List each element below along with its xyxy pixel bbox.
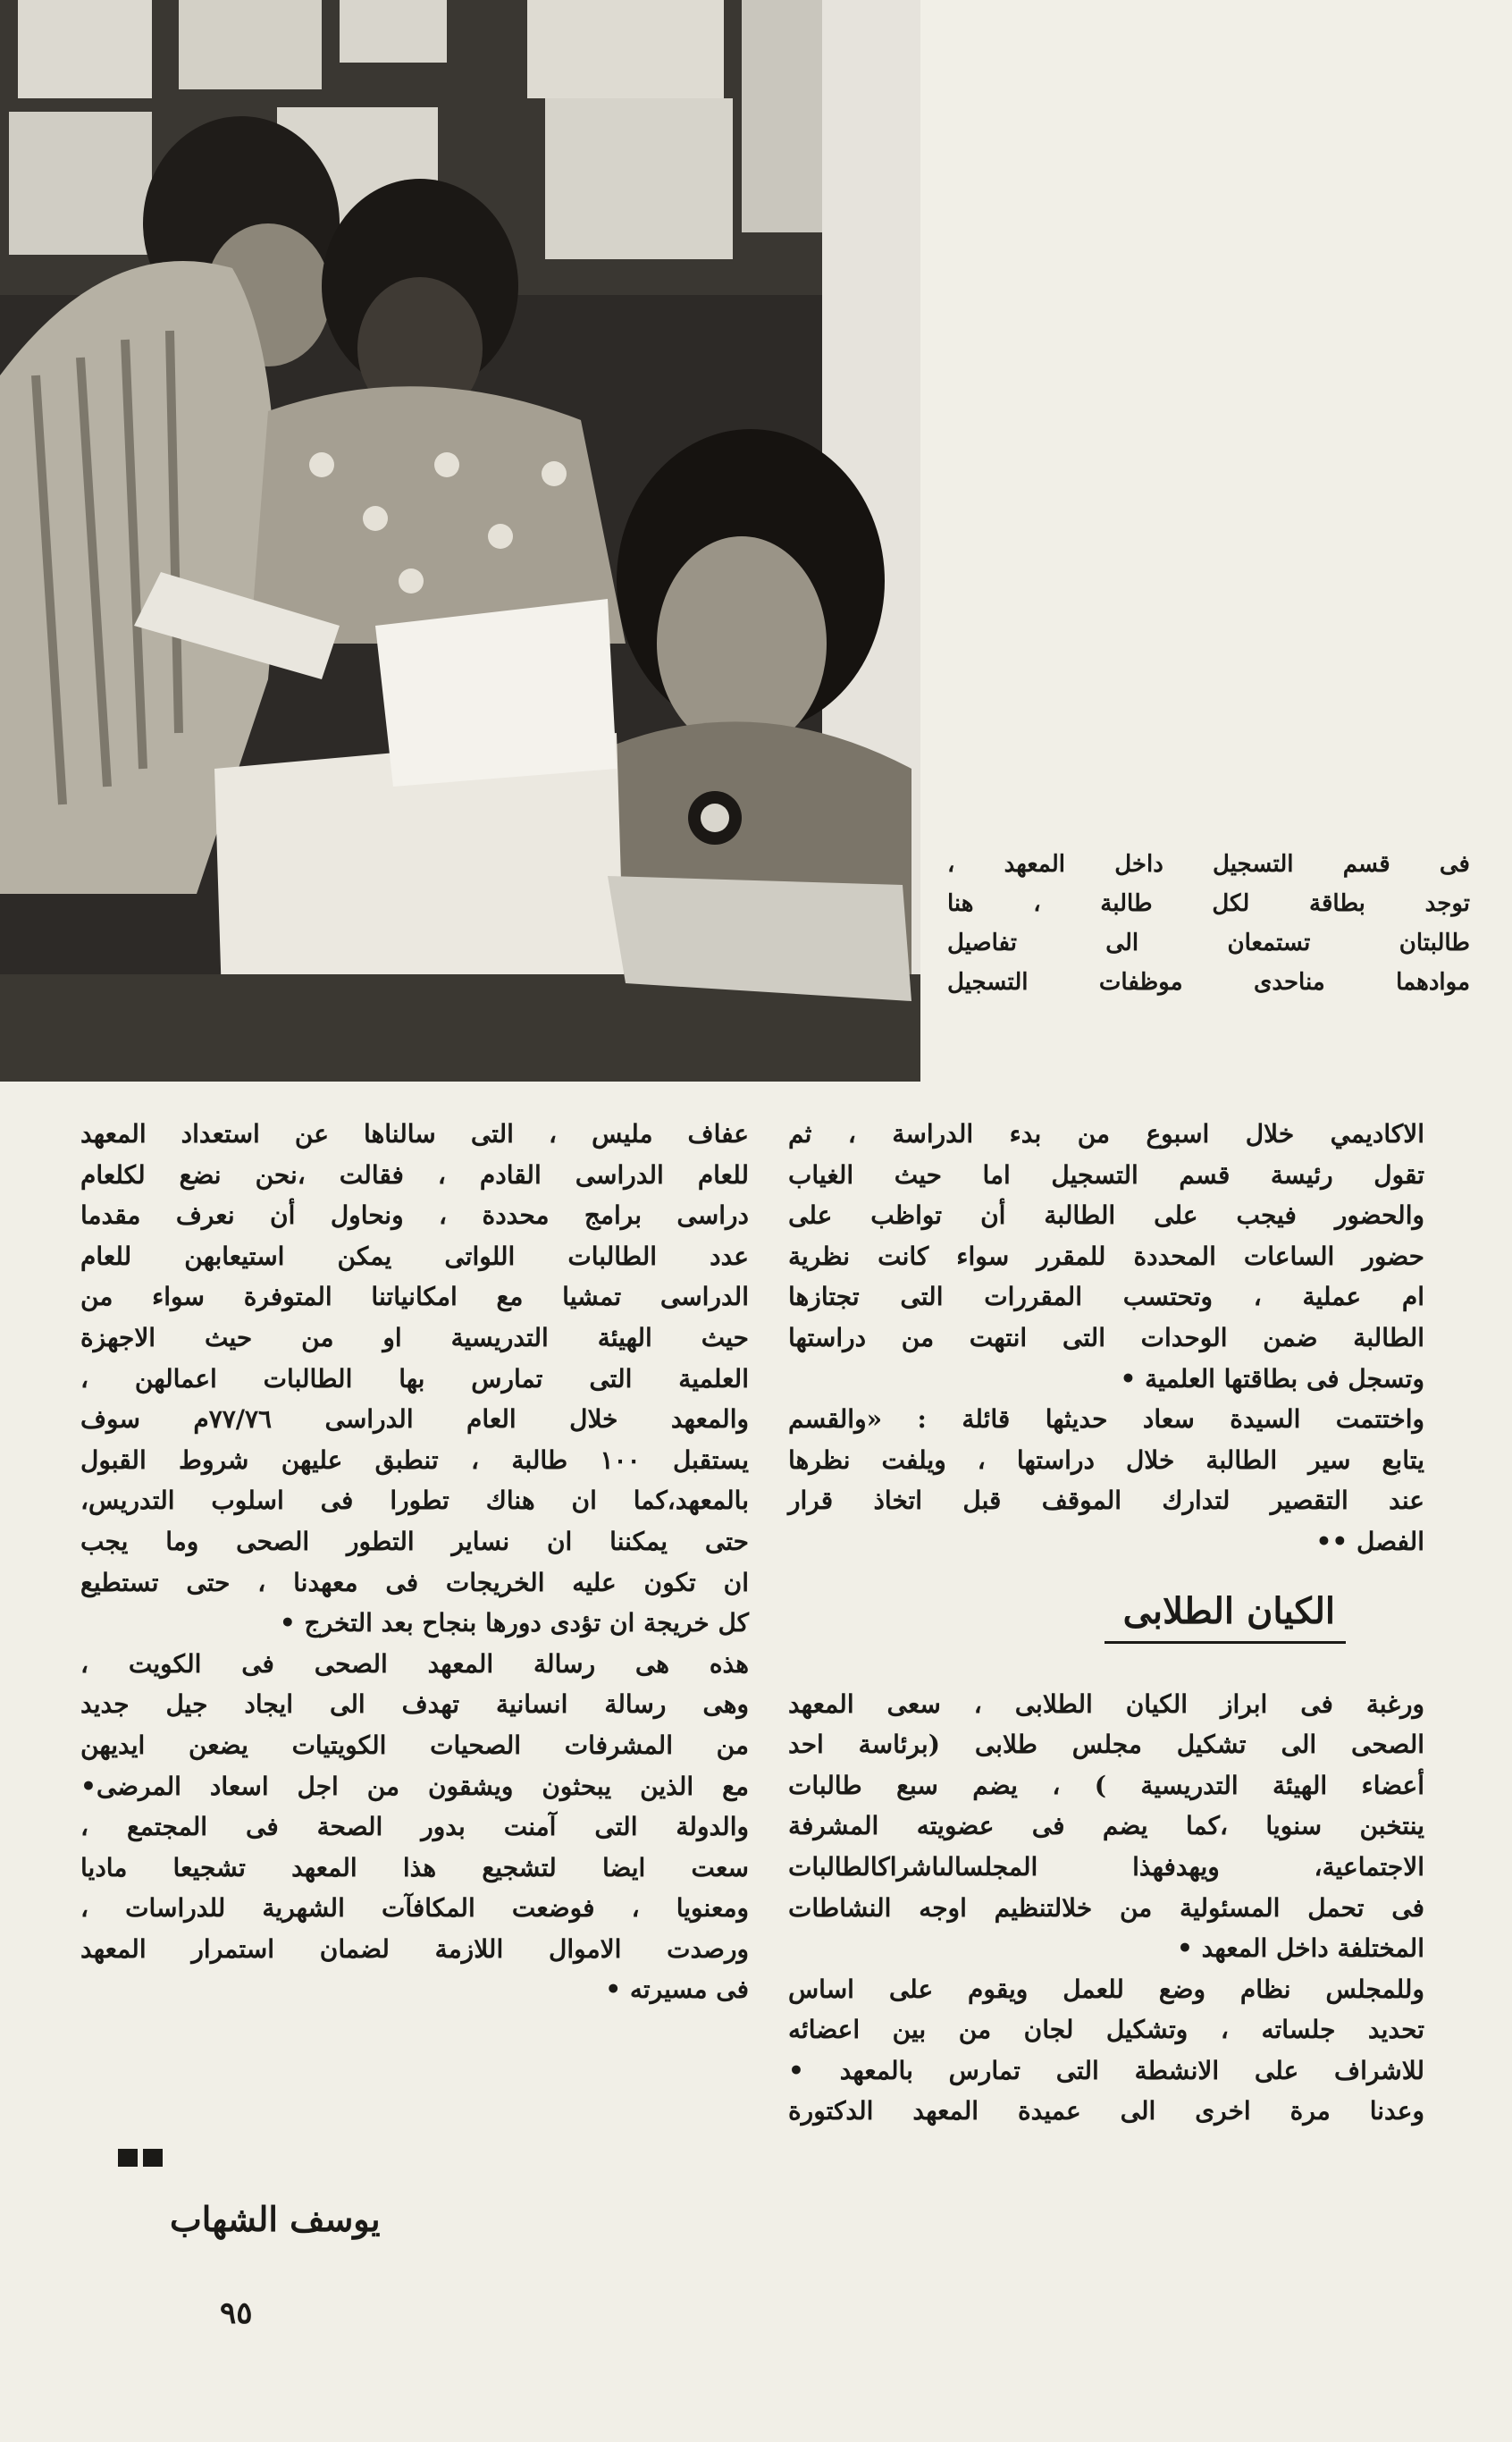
photo-caption [947,845,1470,1002]
text-line: للعام الدراسى القادم ، فقالت ،نحن نضع لكلعام [80,1159,749,1190]
section-heading: الكيان الطلابى [1122,1589,1335,1632]
text-line: تحديد جلساته ، وتشكيل لجان من بين اعضائه [788,2015,1424,2045]
text-line: من المشرفات الصحيات الكويتيات يضعن ايديهن [80,1730,749,1760]
text-line: والمعهد خلال العام الدراسى ٧٧/٧٦م سوف [80,1404,749,1435]
caption-line: فى قسم التسجيل داخل المعهد ، [947,851,1470,878]
caption-line: طالبتان تستمعان الى تفاصيل [947,930,1470,956]
text-line: سعت ايضا لتشجيع هذا المعهد تشجيعا ماديا [80,1852,749,1882]
text-line: حضور الساعات المحددة للمقرر سواء كانت نظرية [788,1241,1424,1271]
text-line: ورغبة فى ابراز الكيان الطلابى ، سعى المعهد [788,1688,1424,1719]
text-line: تقول رئيسة قسم التسجيل اما حيث الغياب [788,1159,1424,1190]
text-line: وللمجلس نظام وضع للعمل ويقوم على اساس [788,1974,1424,2004]
text-line: بالمعهد،كما ان هناك تطورا فى اسلوب التدريس، [80,1486,749,1516]
text-line: وتسجل فى بطاقتها العلمية • [1120,1363,1424,1394]
text-line: العلمية التى تمارس بها الطالبات اعمالهن ، [80,1363,749,1394]
author-name: يوسف الشهاب [170,2199,381,2239]
text-line: الاكاديمي خلال اسبوع من بدء الدراسة ، ثم [788,1119,1424,1149]
article-column-left [80,1114,749,2010]
text-line: ام عملية ، وتحتسب المقررات التى تجتازها [788,1282,1424,1312]
text-line: حتى يمكننا ان نساير التطور الصحى وما يجب [80,1526,749,1556]
text-line: ان تكون عليه الخريجات فى معهدنا ، حتى تستطيع [80,1567,749,1597]
text-line: فى مسيرته • [605,1975,749,2005]
text-line: الدراسى تمشيا مع امكانياتنا المتوفرة سواء من [80,1282,749,1312]
text-line: المختلفة داخل المعهد • [1177,1933,1424,1964]
text-line: واختتمت السيدة سعاد حديثها قائلة : «والقسم [788,1404,1424,1435]
text-line: ورصدت الاموال اللازمة لضمان استمرار المعهد [80,1933,749,1964]
text-line: الفصل •• [1315,1526,1424,1556]
page-number: ٩٥ [220,2295,253,2331]
end-square-icon [118,2149,138,2167]
end-square-icon [143,2149,163,2167]
text-line: يستقبل ١٠٠ طالبة ، تنطبق عليهن شروط القبول [80,1444,749,1475]
text-line: ينتخبن سنويا ،كما يضم فى عضويته المشرفة [788,1811,1424,1841]
text-line: الاجتماعية، ويهدفهذا المجلسالىاشراكالطالبات [788,1851,1424,1882]
article-photo [0,0,920,1082]
text-line: ومعنويا ، فوضعت المكافآت الشهرية للدراسات ، [80,1893,749,1924]
heading-underline [1105,1641,1346,1644]
text-line: والحضور فيجب على الطالبة أن تواظب على [788,1200,1424,1231]
caption-line: توجد بطاقة لكل طالبة ، هنا [947,890,1470,917]
text-line: والدولة التى آمنت بدور الصحة فى المجتمع ، [80,1812,749,1842]
text-line: دراسى برامج محددة ، ونحاول أن نعرف مقدما [80,1200,749,1231]
end-of-article-mark [118,2149,163,2167]
text-line: مع الذين يبحثون ويشقون من اجل اسعاد المرضى• [80,1771,749,1801]
article-column-right [788,1114,1424,2132]
text-line: الصحى الى تشكيل مجلس طلابى (برئاسة احد [788,1730,1424,1760]
text-line: كل خريجة ان تؤدى دورها بنجاح بعد التخرج • [279,1608,749,1638]
text-line: وعدنا مرة اخرى الى عميدة المعهد الدكتورة [788,2096,1424,2126]
photo-illustration [0,0,920,1082]
text-line: يتابع سير الطالبة خلال دراستها ، ويلفت نظرها [788,1444,1424,1475]
text-line: الطالبة ضمن الوحدات التى انتهت من دراستها [788,1322,1424,1352]
section-heading-block [788,1562,1424,1684]
text-line: هذه هى رسالة المعهد الصحى فى الكويت ، [80,1648,749,1679]
text-line: عفاف مليس ، التى سالناها عن استعداد المعهد [80,1119,749,1149]
text-line: وهى رسالة انسانية تهدف الى ايجاد جيل جديد [80,1689,749,1720]
text-line: للاشراف على الانشطة التى تمارس بالمعهد • [788,2055,1424,2085]
text-line: أعضاء الهيئة التدريسية ) ، يضم سبع طالبات [788,1770,1424,1800]
caption-line: موادهما مناحدى موظفات التسجيل [947,969,1470,996]
text-line: عدد الطالبات اللواتى يمكن استيعابهن للعام [80,1241,749,1271]
text-line: فى تحمل المسئولية من خلالتنظيم اوجه النشاطات [788,1892,1424,1923]
text-line: عند التقصير لتدارك الموقف قبل اتخاذ قرار [788,1486,1424,1516]
text-line: حيث الهيئة التدريسية او من حيث الاجهزة [80,1322,749,1352]
